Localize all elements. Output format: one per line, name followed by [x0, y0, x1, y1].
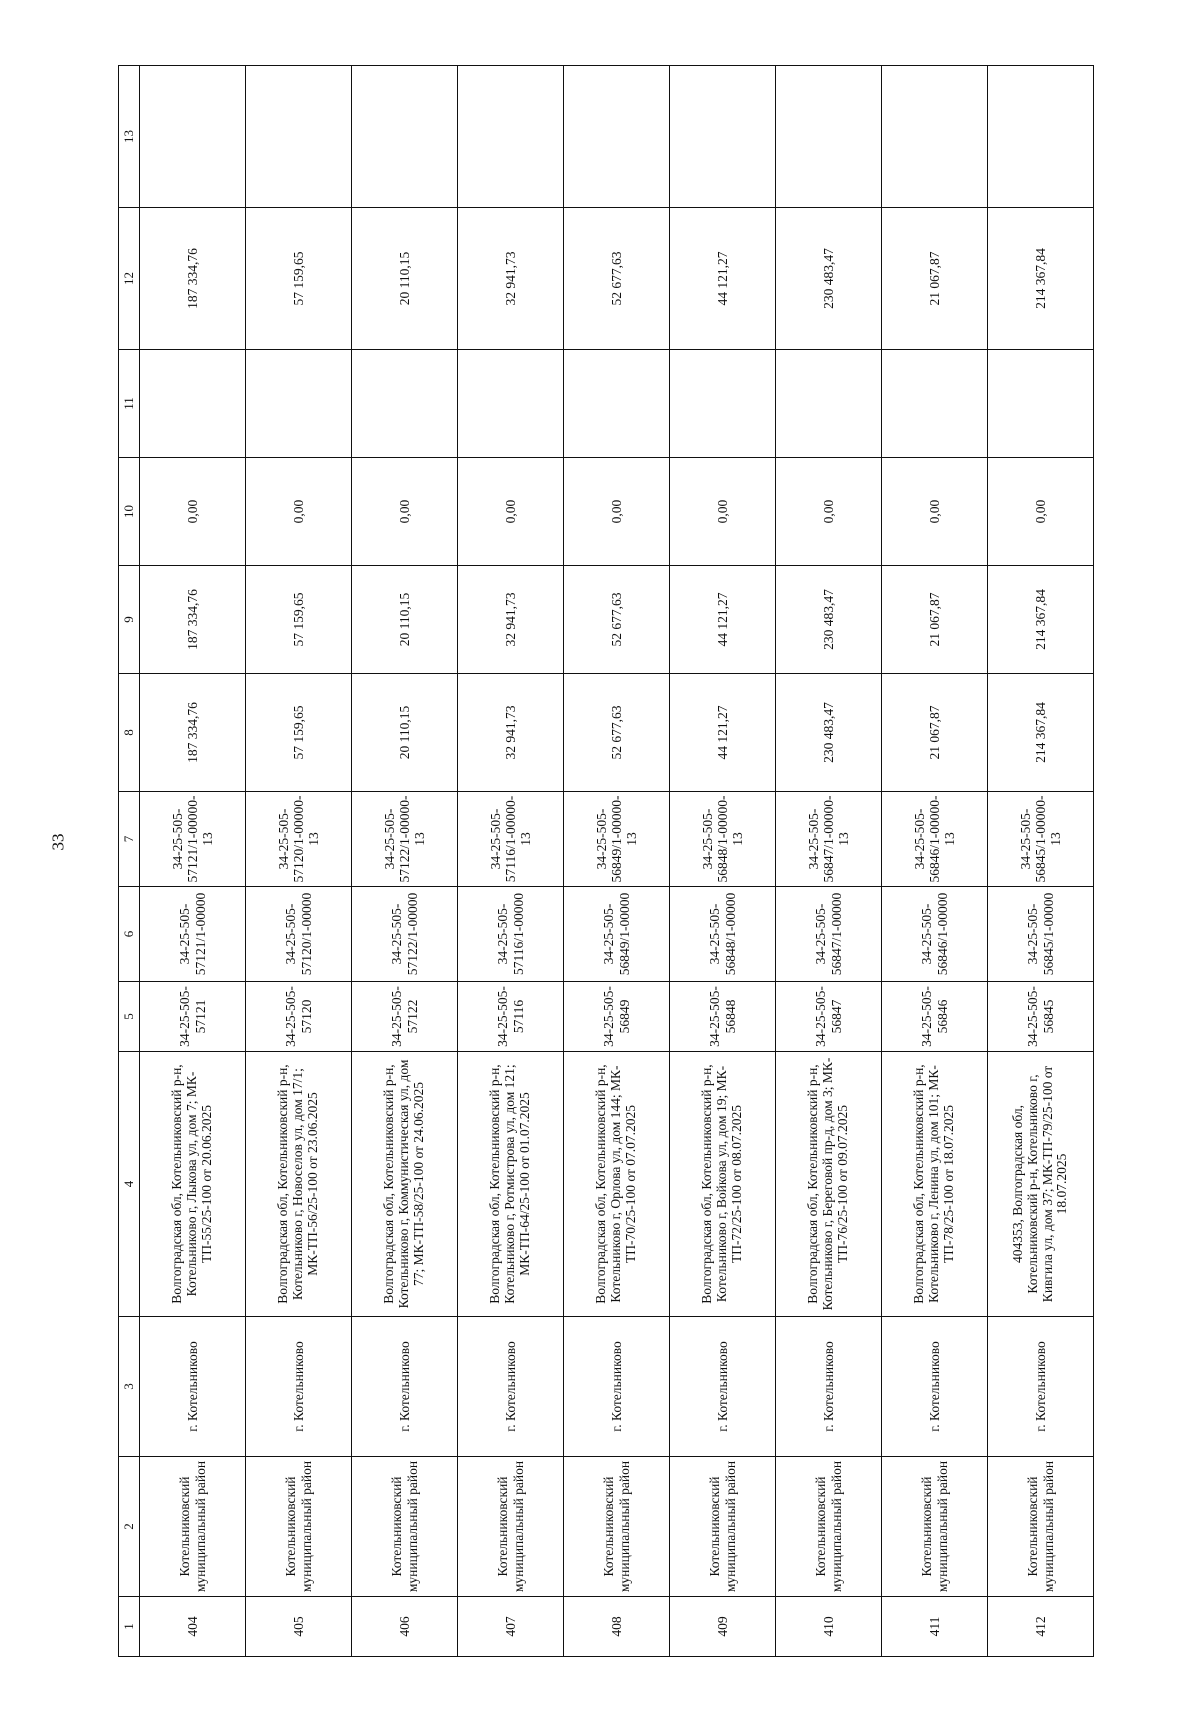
- row-number: 410: [776, 1597, 882, 1657]
- row-number: 411: [882, 1597, 988, 1657]
- amount-cell: [352, 350, 458, 458]
- amount-cell: 0,00: [670, 458, 776, 566]
- address-cell: Волгоградская обл, Котельниковский р-н, Котельниково г, Коммунистическая ул, дом 77; МК-ТП-58/25-100 от 24.06.2025: [352, 1052, 458, 1317]
- address-cell: Волгоградская обл, Котельниковский р-н, Котельниково г, Береговой пр-д, дом 3; МК-ТП-76/25-100 от 09.07.2025: [776, 1052, 882, 1317]
- column-header: 6: [119, 887, 140, 982]
- amount-cell: 0,00: [988, 458, 1094, 566]
- row-number: 409: [670, 1597, 776, 1657]
- amount-cell: [458, 66, 564, 208]
- row-number: 404: [140, 1597, 246, 1657]
- amount-cell: [564, 350, 670, 458]
- record-id-cell: 34-25-505-56846/1-00000-13: [882, 792, 988, 887]
- amount-cell: 52 677,63: [564, 208, 670, 350]
- settlement-cell: г. Котельниково: [352, 1317, 458, 1457]
- column-number-row: [119, 66, 140, 1657]
- amount-cell: 0,00: [458, 458, 564, 566]
- row-number: 405: [246, 1597, 352, 1657]
- district-cell: Котельниковский муниципальный район: [670, 1457, 776, 1597]
- column-header: 9: [119, 566, 140, 674]
- amount-cell: 214 367,84: [988, 208, 1094, 350]
- cadastral-cell: 34-25-505-56849: [564, 982, 670, 1052]
- settlement-cell: г. Котельниково: [882, 1317, 988, 1457]
- object-id-cell: 34-25-505-56849/1-00000: [564, 887, 670, 982]
- column-header: 3: [119, 1317, 140, 1457]
- district-cell: Котельниковский муниципальный район: [776, 1457, 882, 1597]
- column-header: 7: [119, 792, 140, 887]
- object-id-cell: 34-25-505-56846/1-00000: [882, 887, 988, 982]
- amount-cell: 21 067,87: [882, 674, 988, 792]
- district-cell: Котельниковский муниципальный район: [458, 1457, 564, 1597]
- table-row: [776, 66, 882, 1657]
- column-header: 8: [119, 674, 140, 792]
- row-number: 406: [352, 1597, 458, 1657]
- amount-cell: 230 483,47: [776, 674, 882, 792]
- address-cell: Волгоградская обл, Котельниковский р-н, Котельниково г, Новоселов ул, дом 17/1; МК-ТП-56/25-100 от 23.06.2025: [246, 1052, 352, 1317]
- table-row: [988, 66, 1094, 1657]
- record-id-cell: 34-25-505-57121/1-00000-13: [140, 792, 246, 887]
- settlement-cell: г. Котельниково: [988, 1317, 1094, 1457]
- cadastral-cell: 34-25-505-56848: [670, 982, 776, 1052]
- record-id-cell: 34-25-505-56849/1-00000-13: [564, 792, 670, 887]
- object-id-cell: 34-25-505-56845/1-00000: [988, 887, 1094, 982]
- settlement-cell: г. Котельниково: [458, 1317, 564, 1457]
- column-header: 13: [119, 66, 140, 208]
- district-cell: Котельниковский муниципальный район: [564, 1457, 670, 1597]
- amount-cell: 0,00: [246, 458, 352, 566]
- amount-cell: 0,00: [776, 458, 882, 566]
- settlement-cell: г. Котельниково: [246, 1317, 352, 1457]
- record-id-cell: 34-25-505-56848/1-00000-13: [670, 792, 776, 887]
- amount-cell: 57 159,65: [246, 566, 352, 674]
- amount-cell: [564, 66, 670, 208]
- district-cell: Котельниковский муниципальный район: [352, 1457, 458, 1597]
- amount-cell: 52 677,63: [564, 566, 670, 674]
- amount-cell: 0,00: [352, 458, 458, 566]
- column-header: 2: [119, 1457, 140, 1597]
- row-number: 407: [458, 1597, 564, 1657]
- cadastral-cell: 34-25-505-57121: [140, 982, 246, 1052]
- address-cell: 404353, Волгоградская обл, Котельниковский р-н, Котельниково г, Кивгила ул, дом 37; МК-ТП-79/25-100 от 18.07.2025: [988, 1052, 1094, 1317]
- amount-cell: 44 121,27: [670, 208, 776, 350]
- record-id-cell: 34-25-505-57120/1-00000-13: [246, 792, 352, 887]
- row-number: 408: [564, 1597, 670, 1657]
- amount-cell: 20 110,15: [352, 208, 458, 350]
- column-header: 11: [119, 350, 140, 458]
- amount-cell: 20 110,15: [352, 674, 458, 792]
- amount-cell: 21 067,87: [882, 208, 988, 350]
- amount-cell: [988, 66, 1094, 208]
- cadastral-cell: 34-25-505-57122: [352, 982, 458, 1052]
- address-cell: Волгоградская обл, Котельниковский р-н, Котельниково г, Войкова ул, дом 19; МК-ТП-72/25-100 от 08.07.2025: [670, 1052, 776, 1317]
- settlement-cell: г. Котельниково: [140, 1317, 246, 1457]
- column-header: 12: [119, 208, 140, 350]
- amount-cell: [246, 66, 352, 208]
- settlement-cell: г. Котельниково: [670, 1317, 776, 1457]
- page-number: 33: [48, 833, 68, 851]
- table-row: [246, 66, 352, 1657]
- address-cell: Волгоградская обл, Котельниковский р-н, Котельниково г, Лыкова ул, дом 7; МК-ТП-55/25-100 от 20.06.2025: [140, 1052, 246, 1317]
- object-id-cell: 34-25-505-57120/1-00000: [246, 887, 352, 982]
- amount-cell: [670, 66, 776, 208]
- amount-cell: 214 367,84: [988, 674, 1094, 792]
- amount-cell: 32 941,73: [458, 566, 564, 674]
- record-id-cell: 34-25-505-57122/1-00000-13: [352, 792, 458, 887]
- address-cell: Волгоградская обл, Котельниковский р-н, Котельниково г, Ленина ул, дом 101; МК-ТП-78/25-100 от 18.07.2025: [882, 1052, 988, 1317]
- district-cell: Котельниковский муниципальный район: [246, 1457, 352, 1597]
- amount-cell: 230 483,47: [776, 566, 882, 674]
- amount-cell: [458, 350, 564, 458]
- record-id-cell: 34-25-505-56845/1-00000-13: [988, 792, 1094, 887]
- cadastral-cell: 34-25-505-56845: [988, 982, 1094, 1052]
- district-cell: Котельниковский муниципальный район: [988, 1457, 1094, 1597]
- amount-cell: 187 334,76: [140, 674, 246, 792]
- amount-cell: 44 121,27: [670, 566, 776, 674]
- amount-cell: [670, 350, 776, 458]
- amount-cell: 44 121,27: [670, 674, 776, 792]
- amount-cell: 57 159,65: [246, 208, 352, 350]
- column-header: 1: [119, 1597, 140, 1657]
- object-id-cell: 34-25-505-56848/1-00000: [670, 887, 776, 982]
- cadastral-cell: 34-25-505-57120: [246, 982, 352, 1052]
- record-id-cell: 34-25-505-56847/1-00000-13: [776, 792, 882, 887]
- column-header: 5: [119, 982, 140, 1052]
- amount-cell: 20 110,15: [352, 566, 458, 674]
- amount-cell: 187 334,76: [140, 208, 246, 350]
- column-header: 10: [119, 458, 140, 566]
- column-header: 4: [119, 1052, 140, 1317]
- amount-cell: 21 067,87: [882, 566, 988, 674]
- amount-cell: [988, 350, 1094, 458]
- amount-cell: [882, 350, 988, 458]
- amount-cell: [776, 66, 882, 208]
- amount-cell: 32 941,73: [458, 674, 564, 792]
- object-id-cell: 34-25-505-57116/1-00000: [458, 887, 564, 982]
- amount-cell: [776, 350, 882, 458]
- data-table: [118, 65, 1094, 1657]
- amount-cell: 0,00: [564, 458, 670, 566]
- table-row: [352, 66, 458, 1657]
- table-row: [882, 66, 988, 1657]
- district-cell: Котельниковский муниципальный район: [882, 1457, 988, 1597]
- record-id-cell: 34-25-505-57116/1-00000-13: [458, 792, 564, 887]
- row-number: 412: [988, 1597, 1094, 1657]
- table-row: [458, 66, 564, 1657]
- cadastral-cell: 34-25-505-56847: [776, 982, 882, 1052]
- amount-cell: 52 677,63: [564, 674, 670, 792]
- address-cell: Волгоградская обл, Котельниковский р-н, Котельниково г, Орлова ул, дом 144; МК-ТП-70/25-100 от 07.07.2025: [564, 1052, 670, 1317]
- cadastral-cell: 34-25-505-57116: [458, 982, 564, 1052]
- rotated-table-container: [118, 66, 1076, 1657]
- object-id-cell: 34-25-505-57121/1-00000: [140, 887, 246, 982]
- table-row: [140, 66, 246, 1657]
- settlement-cell: г. Котельниково: [776, 1317, 882, 1457]
- table-row: [564, 66, 670, 1657]
- object-id-cell: 34-25-505-56847/1-00000: [776, 887, 882, 982]
- settlement-cell: г. Котельниково: [564, 1317, 670, 1457]
- amount-cell: 32 941,73: [458, 208, 564, 350]
- district-cell: Котельниковский муниципальный район: [140, 1457, 246, 1597]
- cadastral-cell: 34-25-505-56846: [882, 982, 988, 1052]
- amount-cell: 187 334,76: [140, 566, 246, 674]
- amount-cell: 214 367,84: [988, 566, 1094, 674]
- table-row: [670, 66, 776, 1657]
- amount-cell: [882, 66, 988, 208]
- amount-cell: [140, 66, 246, 208]
- object-id-cell: 34-25-505-57122/1-00000: [352, 887, 458, 982]
- address-cell: Волгоградская обл, Котельниковский р-н, Котельниково г, Ротмистрова ул, дом 121; МК-ТП-64/25-100 от 01.07.2025: [458, 1052, 564, 1317]
- amount-cell: 230 483,47: [776, 208, 882, 350]
- amount-cell: 0,00: [882, 458, 988, 566]
- amount-cell: 0,00: [140, 458, 246, 566]
- amount-cell: [352, 66, 458, 208]
- amount-cell: [246, 350, 352, 458]
- amount-cell: [140, 350, 246, 458]
- amount-cell: 57 159,65: [246, 674, 352, 792]
